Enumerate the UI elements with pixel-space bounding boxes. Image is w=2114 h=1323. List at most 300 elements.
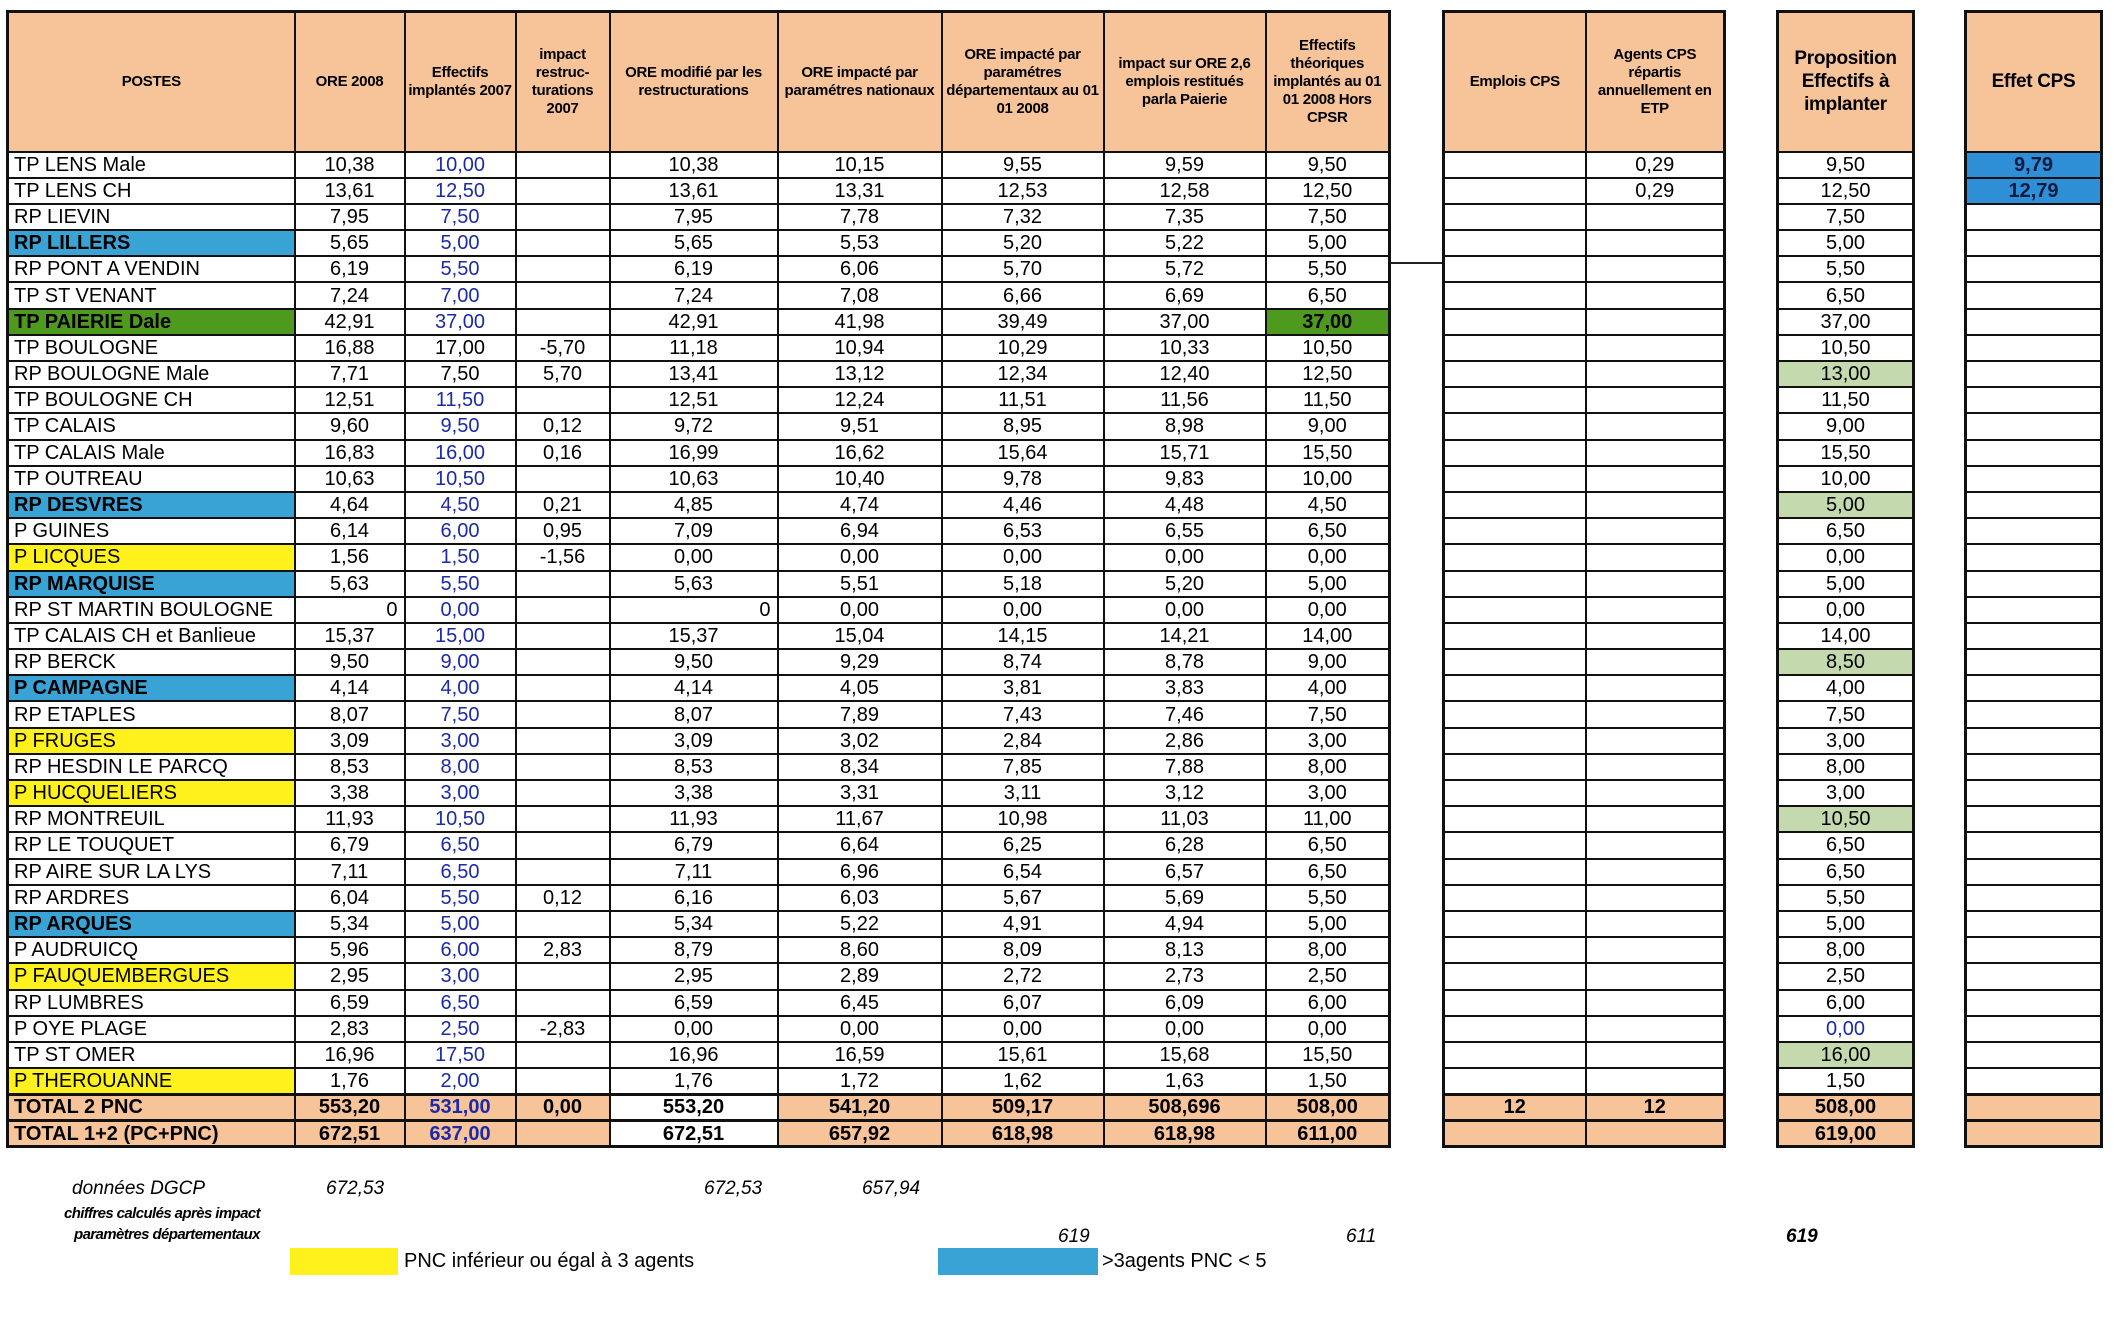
effectifs-2007-total-cell[interactable]: 531,00 bbox=[405, 1094, 516, 1120]
ore-2008-cell[interactable]: 7,24 bbox=[295, 282, 405, 308]
ore-modifie-cell[interactable]: 8,53 bbox=[610, 754, 778, 780]
impact-restructurations-cell[interactable]: 0,21 bbox=[516, 492, 610, 518]
impact-restructurations-cell[interactable] bbox=[516, 230, 610, 256]
emplois-cps-cell[interactable] bbox=[1444, 963, 1586, 989]
ore-2008-cell[interactable]: 0 bbox=[295, 597, 405, 623]
effectifs-theoriques-cell[interactable]: 8,00 bbox=[1266, 937, 1390, 963]
impact-paierie-cell[interactable]: 3,12 bbox=[1104, 780, 1266, 806]
ore-modifie-cell[interactable]: 16,99 bbox=[610, 440, 778, 466]
ore-modifie-cell[interactable]: 6,16 bbox=[610, 885, 778, 911]
impact-restructurations-cell[interactable] bbox=[516, 675, 610, 701]
agents-cps-cell[interactable] bbox=[1586, 571, 1725, 597]
agents-cps-cell[interactable] bbox=[1586, 1042, 1725, 1068]
poste-name-cell[interactable]: RP LILLERS bbox=[8, 230, 295, 256]
emplois-cps-cell[interactable] bbox=[1444, 806, 1586, 832]
ore-nationaux-cell[interactable]: 0,00 bbox=[778, 597, 942, 623]
impact-paierie-cell[interactable]: 9,59 bbox=[1104, 152, 1266, 178]
ore-departementaux-cell[interactable]: 8,74 bbox=[942, 649, 1104, 675]
emplois-cps-cell[interactable] bbox=[1444, 859, 1586, 885]
proposition-cell[interactable]: 5,50 bbox=[1778, 256, 1914, 282]
impact-restructurations-cell[interactable] bbox=[516, 963, 610, 989]
proposition-cell[interactable]: 8,00 bbox=[1778, 754, 1914, 780]
impact-paierie-cell[interactable]: 10,33 bbox=[1104, 335, 1266, 361]
impact-restructurations-cell[interactable]: 0,95 bbox=[516, 518, 610, 544]
ore-modifie-cell[interactable]: 8,07 bbox=[610, 701, 778, 727]
proposition-cell[interactable]: 5,00 bbox=[1778, 571, 1914, 597]
ore-departementaux-cell[interactable]: 8,09 bbox=[942, 937, 1104, 963]
poste-name-cell[interactable]: P HUCQUELIERS bbox=[8, 780, 295, 806]
ore-departementaux-cell[interactable]: 0,00 bbox=[942, 1016, 1104, 1042]
impact-paierie-cell[interactable]: 5,69 bbox=[1104, 885, 1266, 911]
effet-cps-cell[interactable] bbox=[1966, 492, 2102, 518]
agents-cps-cell[interactable] bbox=[1586, 597, 1725, 623]
effectifs-2007-cell[interactable]: 6,50 bbox=[405, 832, 516, 858]
impact-paierie-cell[interactable]: 2,73 bbox=[1104, 963, 1266, 989]
effectifs-theoriques-cell[interactable]: 1,50 bbox=[1266, 1068, 1390, 1094]
impact-restructurations-cell[interactable] bbox=[516, 911, 610, 937]
effectifs-2007-cell[interactable]: 17,50 bbox=[405, 1042, 516, 1068]
impact-paierie-cell[interactable]: 6,55 bbox=[1104, 518, 1266, 544]
effectifs-2007-cell[interactable]: 9,00 bbox=[405, 649, 516, 675]
impact-paierie-total-cell[interactable]: 508,696 bbox=[1104, 1094, 1266, 1120]
impact-paierie-cell[interactable]: 6,28 bbox=[1104, 832, 1266, 858]
ore-departementaux-cell[interactable]: 0,00 bbox=[942, 597, 1104, 623]
agents-cps-cell[interactable] bbox=[1586, 911, 1725, 937]
impact-paierie-cell[interactable]: 4,48 bbox=[1104, 492, 1266, 518]
impact-restructurations-cell[interactable]: -1,56 bbox=[516, 544, 610, 570]
ore-2008-cell[interactable]: 6,04 bbox=[295, 885, 405, 911]
ore-2008-cell[interactable]: 3,09 bbox=[295, 728, 405, 754]
effectifs-theoriques-cell[interactable]: 9,00 bbox=[1266, 649, 1390, 675]
effectifs-theoriques-cell[interactable]: 2,50 bbox=[1266, 963, 1390, 989]
ore-nationaux-cell[interactable]: 6,06 bbox=[778, 256, 942, 282]
impact-restructurations-cell[interactable] bbox=[516, 1042, 610, 1068]
ore-modifie-cell[interactable]: 0,00 bbox=[610, 544, 778, 570]
effectifs-theoriques-cell[interactable]: 4,50 bbox=[1266, 492, 1390, 518]
ore-nationaux-cell[interactable]: 6,94 bbox=[778, 518, 942, 544]
impact-paierie-cell[interactable]: 6,69 bbox=[1104, 282, 1266, 308]
effectifs-theoriques-cell[interactable]: 6,50 bbox=[1266, 282, 1390, 308]
agents-cps-cell[interactable] bbox=[1586, 440, 1725, 466]
emplois-cps-cell[interactable] bbox=[1444, 1042, 1586, 1068]
effet-cps-cell[interactable] bbox=[1966, 937, 2102, 963]
effet-cps-cell[interactable] bbox=[1966, 571, 2102, 597]
emplois-cps-cell[interactable] bbox=[1444, 256, 1586, 282]
effectifs-2007-cell[interactable]: 12,50 bbox=[405, 178, 516, 204]
ore-nationaux-cell[interactable]: 3,02 bbox=[778, 728, 942, 754]
agents-cps-cell[interactable] bbox=[1586, 256, 1725, 282]
effet-cps-cell[interactable] bbox=[1966, 885, 2102, 911]
ore-nationaux-cell[interactable]: 4,05 bbox=[778, 675, 942, 701]
effet-cps-cell[interactable] bbox=[1966, 754, 2102, 780]
impact-paierie-cell[interactable]: 37,00 bbox=[1104, 309, 1266, 335]
proposition-cell[interactable]: 3,00 bbox=[1778, 780, 1914, 806]
effectifs-2007-cell[interactable]: 9,50 bbox=[405, 413, 516, 439]
poste-name-cell[interactable]: RP AIRE SUR LA LYS bbox=[8, 859, 295, 885]
proposition-cell[interactable]: 11,50 bbox=[1778, 387, 1914, 413]
emplois-cps-cell[interactable] bbox=[1444, 309, 1586, 335]
ore-modifie-cell[interactable]: 0,00 bbox=[610, 1016, 778, 1042]
impact-paierie-cell[interactable]: 5,22 bbox=[1104, 230, 1266, 256]
ore-nationaux-cell[interactable]: 7,08 bbox=[778, 282, 942, 308]
impact-paierie-cell[interactable]: 3,83 bbox=[1104, 675, 1266, 701]
ore-departementaux-cell[interactable]: 6,25 bbox=[942, 832, 1104, 858]
effectifs-theoriques-cell[interactable]: 10,00 bbox=[1266, 466, 1390, 492]
proposition-cell[interactable]: 37,00 bbox=[1778, 309, 1914, 335]
emplois-cps-cell[interactable] bbox=[1444, 937, 1586, 963]
agents-cps-cell[interactable] bbox=[1586, 859, 1725, 885]
ore-modifie-cell[interactable]: 10,63 bbox=[610, 466, 778, 492]
ore-departementaux-cell[interactable]: 1,62 bbox=[942, 1068, 1104, 1094]
proposition-cell[interactable]: 6,50 bbox=[1778, 282, 1914, 308]
agents-cps-cell[interactable] bbox=[1586, 335, 1725, 361]
impact-restructurations-cell[interactable]: 0,12 bbox=[516, 885, 610, 911]
proposition-cell[interactable]: 13,00 bbox=[1778, 361, 1914, 387]
emplois-cps-cell[interactable] bbox=[1444, 1016, 1586, 1042]
effectifs-2007-total-cell[interactable]: 637,00 bbox=[405, 1120, 516, 1146]
poste-name-cell[interactable]: RP DESVRES bbox=[8, 492, 295, 518]
effet-cps-cell[interactable] bbox=[1966, 963, 2102, 989]
impact-paierie-cell[interactable]: 12,58 bbox=[1104, 178, 1266, 204]
ore-nationaux-total-cell[interactable]: 541,20 bbox=[778, 1094, 942, 1120]
ore-modifie-cell[interactable]: 0 bbox=[610, 597, 778, 623]
effet-cps-cell[interactable] bbox=[1966, 780, 2102, 806]
ore-nationaux-cell[interactable]: 5,22 bbox=[778, 911, 942, 937]
agents-cps-cell[interactable] bbox=[1586, 649, 1725, 675]
poste-name-cell[interactable]: P AUDRUICQ bbox=[8, 937, 295, 963]
emplois-cps-cell[interactable] bbox=[1444, 728, 1586, 754]
effectifs-2007-cell[interactable]: 7,50 bbox=[405, 361, 516, 387]
agents-cps-cell[interactable] bbox=[1586, 937, 1725, 963]
impact-paierie-cell[interactable]: 12,40 bbox=[1104, 361, 1266, 387]
effet-cps-cell[interactable] bbox=[1966, 230, 2102, 256]
ore-2008-cell[interactable]: 5,65 bbox=[295, 230, 405, 256]
effet-cps-cell[interactable] bbox=[1966, 518, 2102, 544]
impact-restructurations-cell[interactable] bbox=[516, 623, 610, 649]
proposition-cell[interactable]: 7,50 bbox=[1778, 204, 1914, 230]
ore-modifie-cell[interactable]: 6,79 bbox=[610, 832, 778, 858]
ore-departementaux-cell[interactable]: 14,15 bbox=[942, 623, 1104, 649]
emplois-cps-cell[interactable] bbox=[1444, 649, 1586, 675]
ore-departementaux-cell[interactable]: 5,70 bbox=[942, 256, 1104, 282]
agents-cps-cell[interactable] bbox=[1586, 387, 1725, 413]
impact-restructurations-cell[interactable] bbox=[516, 204, 610, 230]
emplois-cps-cell[interactable] bbox=[1444, 571, 1586, 597]
effectifs-theoriques-cell[interactable]: 6,50 bbox=[1266, 832, 1390, 858]
ore-departementaux-cell[interactable]: 15,61 bbox=[942, 1042, 1104, 1068]
impact-restructurations-cell[interactable] bbox=[516, 806, 610, 832]
effectifs-2007-cell[interactable]: 5,00 bbox=[405, 911, 516, 937]
effectifs-2007-cell[interactable]: 10,00 bbox=[405, 152, 516, 178]
effectifs-theoriques-cell[interactable]: 10,50 bbox=[1266, 335, 1390, 361]
effet-cps-cell[interactable] bbox=[1966, 806, 2102, 832]
effectifs-theoriques-cell[interactable]: 5,00 bbox=[1266, 571, 1390, 597]
impact-restructurations-cell[interactable] bbox=[516, 832, 610, 858]
effectifs-theoriques-cell[interactable]: 12,50 bbox=[1266, 178, 1390, 204]
agents-cps-cell[interactable] bbox=[1586, 832, 1725, 858]
effectifs-theoriques-cell[interactable]: 5,50 bbox=[1266, 256, 1390, 282]
effectifs-2007-cell[interactable]: 11,50 bbox=[405, 387, 516, 413]
impact-restructurations-cell[interactable]: 2,83 bbox=[516, 937, 610, 963]
proposition-cell[interactable]: 5,50 bbox=[1778, 885, 1914, 911]
impact-paierie-cell[interactable]: 11,03 bbox=[1104, 806, 1266, 832]
poste-name-cell[interactable]: TP OUTREAU bbox=[8, 466, 295, 492]
ore-modifie-cell[interactable]: 4,14 bbox=[610, 675, 778, 701]
effectifs-2007-cell[interactable]: 4,00 bbox=[405, 675, 516, 701]
ore-2008-cell[interactable]: 13,61 bbox=[295, 178, 405, 204]
impact-paierie-cell[interactable]: 4,94 bbox=[1104, 911, 1266, 937]
emplois-cps-cell[interactable] bbox=[1444, 754, 1586, 780]
ore-2008-cell[interactable]: 1,56 bbox=[295, 544, 405, 570]
ore-2008-cell[interactable]: 8,07 bbox=[295, 701, 405, 727]
impact-restructurations-cell[interactable] bbox=[516, 282, 610, 308]
agents-cps-cell[interactable] bbox=[1586, 518, 1725, 544]
poste-name-cell[interactable]: P LICQUES bbox=[8, 544, 295, 570]
impact-restructurations-cell[interactable] bbox=[516, 178, 610, 204]
ore-nationaux-cell[interactable]: 4,74 bbox=[778, 492, 942, 518]
ore-departementaux-cell[interactable]: 10,98 bbox=[942, 806, 1104, 832]
emplois-cps-cell[interactable] bbox=[1444, 492, 1586, 518]
effet-cps-cell[interactable] bbox=[1966, 544, 2102, 570]
effectifs-theoriques-cell[interactable]: 0,00 bbox=[1266, 544, 1390, 570]
effectifs-theoriques-cell[interactable]: 6,50 bbox=[1266, 518, 1390, 544]
ore-2008-cell[interactable]: 9,50 bbox=[295, 649, 405, 675]
effet-cps-cell[interactable] bbox=[1966, 361, 2102, 387]
ore-departementaux-cell[interactable]: 2,72 bbox=[942, 963, 1104, 989]
ore-nationaux-total-cell[interactable]: 657,92 bbox=[778, 1120, 942, 1146]
impact-paierie-total-cell[interactable]: 618,98 bbox=[1104, 1120, 1266, 1146]
agents-cps-cell[interactable] bbox=[1586, 413, 1725, 439]
proposition-cell[interactable]: 6,50 bbox=[1778, 832, 1914, 858]
effectifs-2007-cell[interactable]: 7,00 bbox=[405, 282, 516, 308]
agents-cps-cell[interactable] bbox=[1586, 204, 1725, 230]
impact-paierie-cell[interactable]: 7,88 bbox=[1104, 754, 1266, 780]
effectifs-2007-cell[interactable]: 6,00 bbox=[405, 518, 516, 544]
agents-cps-cell[interactable] bbox=[1586, 492, 1725, 518]
ore-nationaux-cell[interactable]: 0,00 bbox=[778, 544, 942, 570]
proposition-cell[interactable]: 6,00 bbox=[1778, 990, 1914, 1016]
proposition-cell[interactable]: 6,50 bbox=[1778, 518, 1914, 544]
poste-name-cell[interactable]: TP CALAIS bbox=[8, 413, 295, 439]
impact-paierie-cell[interactable]: 8,98 bbox=[1104, 413, 1266, 439]
emplois-cps-cell[interactable] bbox=[1444, 623, 1586, 649]
emplois-cps-cell[interactable] bbox=[1444, 911, 1586, 937]
proposition-cell[interactable]: 10,50 bbox=[1778, 806, 1914, 832]
ore-2008-cell[interactable]: 4,64 bbox=[295, 492, 405, 518]
ore-nationaux-cell[interactable]: 10,94 bbox=[778, 335, 942, 361]
effectifs-theoriques-cell[interactable]: 3,00 bbox=[1266, 728, 1390, 754]
ore-2008-cell[interactable]: 9,60 bbox=[295, 413, 405, 439]
ore-departementaux-cell[interactable]: 8,95 bbox=[942, 413, 1104, 439]
ore-departementaux-cell[interactable]: 5,67 bbox=[942, 885, 1104, 911]
ore-modifie-cell[interactable]: 9,50 bbox=[610, 649, 778, 675]
impact-restructurations-cell[interactable] bbox=[516, 1068, 610, 1094]
agents-cps-cell[interactable]: 0,29 bbox=[1586, 178, 1725, 204]
ore-modifie-cell[interactable]: 5,34 bbox=[610, 911, 778, 937]
ore-2008-cell[interactable]: 7,11 bbox=[295, 859, 405, 885]
poste-name-cell[interactable]: RP LE TOUQUET bbox=[8, 832, 295, 858]
effectifs-theoriques-cell[interactable]: 0,00 bbox=[1266, 1016, 1390, 1042]
ore-departementaux-cell[interactable]: 9,55 bbox=[942, 152, 1104, 178]
poste-name-cell[interactable]: RP ARDRES bbox=[8, 885, 295, 911]
ore-nationaux-cell[interactable]: 0,00 bbox=[778, 1016, 942, 1042]
impact-paierie-cell[interactable]: 14,21 bbox=[1104, 623, 1266, 649]
effet-cps-cell[interactable] bbox=[1966, 675, 2102, 701]
agents-cps-cell[interactable] bbox=[1586, 1016, 1725, 1042]
ore-2008-cell[interactable]: 5,96 bbox=[295, 937, 405, 963]
poste-name-cell[interactable]: P FRUGES bbox=[8, 728, 295, 754]
ore-departementaux-cell[interactable]: 5,18 bbox=[942, 571, 1104, 597]
ore-departementaux-cell[interactable]: 2,84 bbox=[942, 728, 1104, 754]
effectifs-theoriques-cell[interactable]: 7,50 bbox=[1266, 701, 1390, 727]
ore-departementaux-cell[interactable]: 7,43 bbox=[942, 701, 1104, 727]
proposition-cell[interactable]: 5,00 bbox=[1778, 230, 1914, 256]
ore-2008-total-cell[interactable]: 553,20 bbox=[295, 1094, 405, 1120]
poste-name-cell[interactable]: RP ARQUES bbox=[8, 911, 295, 937]
ore-nationaux-cell[interactable]: 7,78 bbox=[778, 204, 942, 230]
emplois-cps-cell[interactable] bbox=[1444, 675, 1586, 701]
impact-restructurations-cell[interactable] bbox=[516, 571, 610, 597]
poste-name-total-cell[interactable]: TOTAL 1+2 (PC+PNC) bbox=[8, 1120, 295, 1146]
proposition-cell[interactable]: 8,50 bbox=[1778, 649, 1914, 675]
ore-2008-cell[interactable]: 1,76 bbox=[295, 1068, 405, 1094]
effectifs-2007-cell[interactable]: 2,50 bbox=[405, 1016, 516, 1042]
poste-name-cell[interactable]: RP ST MARTIN BOULOGNE bbox=[8, 597, 295, 623]
agents-cps-cell[interactable] bbox=[1586, 309, 1725, 335]
agents-cps-cell[interactable] bbox=[1586, 728, 1725, 754]
effectifs-2007-cell[interactable]: 6,00 bbox=[405, 937, 516, 963]
ore-nationaux-cell[interactable]: 5,51 bbox=[778, 571, 942, 597]
poste-name-cell[interactable]: P GUINES bbox=[8, 518, 295, 544]
ore-modifie-cell[interactable]: 8,79 bbox=[610, 937, 778, 963]
ore-nationaux-cell[interactable]: 10,40 bbox=[778, 466, 942, 492]
emplois-cps-cell[interactable] bbox=[1444, 544, 1586, 570]
effectifs-2007-cell[interactable]: 37,00 bbox=[405, 309, 516, 335]
proposition-cell[interactable]: 4,00 bbox=[1778, 675, 1914, 701]
effectifs-2007-cell[interactable]: 6,50 bbox=[405, 990, 516, 1016]
effectifs-theoriques-cell[interactable]: 11,50 bbox=[1266, 387, 1390, 413]
ore-departementaux-total-cell[interactable]: 509,17 bbox=[942, 1094, 1104, 1120]
ore-nationaux-cell[interactable]: 11,67 bbox=[778, 806, 942, 832]
proposition-cell[interactable]: 1,50 bbox=[1778, 1068, 1914, 1094]
effet-cps-cell[interactable] bbox=[1966, 1068, 2102, 1094]
poste-name-cell[interactable]: RP BOULOGNE Male bbox=[8, 361, 295, 387]
effet-cps-cell[interactable] bbox=[1966, 309, 2102, 335]
impact-restructurations-cell[interactable] bbox=[516, 309, 610, 335]
effectifs-theoriques-cell[interactable]: 15,50 bbox=[1266, 1042, 1390, 1068]
ore-2008-cell[interactable]: 3,38 bbox=[295, 780, 405, 806]
proposition-cell[interactable]: 14,00 bbox=[1778, 623, 1914, 649]
ore-nationaux-cell[interactable]: 16,62 bbox=[778, 440, 942, 466]
poste-name-cell[interactable]: TP ST VENANT bbox=[8, 282, 295, 308]
impact-restructurations-cell[interactable] bbox=[516, 728, 610, 754]
ore-departementaux-cell[interactable]: 3,81 bbox=[942, 675, 1104, 701]
emplois-cps-cell[interactable] bbox=[1444, 701, 1586, 727]
ore-departementaux-cell[interactable]: 6,07 bbox=[942, 990, 1104, 1016]
ore-modifie-cell[interactable]: 3,09 bbox=[610, 728, 778, 754]
effectifs-2007-cell[interactable]: 3,00 bbox=[405, 780, 516, 806]
ore-nationaux-cell[interactable]: 10,15 bbox=[778, 152, 942, 178]
poste-name-cell[interactable]: RP PONT A VENDIN bbox=[8, 256, 295, 282]
impact-paierie-cell[interactable]: 8,13 bbox=[1104, 937, 1266, 963]
agents-cps-cell[interactable] bbox=[1586, 230, 1725, 256]
emplois-cps-cell[interactable] bbox=[1444, 780, 1586, 806]
ore-2008-cell[interactable]: 6,79 bbox=[295, 832, 405, 858]
impact-restructurations-cell[interactable] bbox=[516, 256, 610, 282]
effectifs-2007-cell[interactable]: 3,00 bbox=[405, 728, 516, 754]
ore-departementaux-cell[interactable]: 10,29 bbox=[942, 335, 1104, 361]
ore-nationaux-cell[interactable]: 6,03 bbox=[778, 885, 942, 911]
proposition-cell[interactable]: 9,50 bbox=[1778, 152, 1914, 178]
proposition-cell[interactable]: 0,00 bbox=[1778, 544, 1914, 570]
ore-2008-total-cell[interactable]: 672,51 bbox=[295, 1120, 405, 1146]
ore-departementaux-cell[interactable]: 0,00 bbox=[942, 544, 1104, 570]
effectifs-2007-cell[interactable]: 5,50 bbox=[405, 571, 516, 597]
proposition-cell[interactable]: 10,00 bbox=[1778, 466, 1914, 492]
ore-nationaux-cell[interactable]: 6,45 bbox=[778, 990, 942, 1016]
proposition-cell[interactable]: 10,50 bbox=[1778, 335, 1914, 361]
effectifs-theoriques-total-cell[interactable]: 611,00 bbox=[1266, 1120, 1390, 1146]
ore-departementaux-cell[interactable]: 12,34 bbox=[942, 361, 1104, 387]
impact-restructurations-cell[interactable] bbox=[516, 597, 610, 623]
impact-paierie-cell[interactable]: 7,35 bbox=[1104, 204, 1266, 230]
ore-modifie-cell[interactable]: 10,38 bbox=[610, 152, 778, 178]
effet-cps-cell[interactable] bbox=[1966, 832, 2102, 858]
impact-restructurations-cell[interactable] bbox=[516, 649, 610, 675]
ore-departementaux-cell[interactable]: 7,32 bbox=[942, 204, 1104, 230]
poste-name-cell[interactable]: RP HESDIN LE PARCQ bbox=[8, 754, 295, 780]
agents-cps-cell[interactable] bbox=[1586, 623, 1725, 649]
impact-paierie-cell[interactable]: 9,83 bbox=[1104, 466, 1266, 492]
ore-2008-cell[interactable]: 12,51 bbox=[295, 387, 405, 413]
poste-name-cell[interactable]: TP BOULOGNE CH bbox=[8, 387, 295, 413]
ore-modifie-cell[interactable]: 13,61 bbox=[610, 178, 778, 204]
emplois-cps-cell[interactable] bbox=[1444, 413, 1586, 439]
effet-cps-cell[interactable] bbox=[1966, 597, 2102, 623]
impact-paierie-cell[interactable]: 15,68 bbox=[1104, 1042, 1266, 1068]
ore-2008-cell[interactable]: 5,34 bbox=[295, 911, 405, 937]
poste-name-total-cell[interactable]: TOTAL 2 PNC bbox=[8, 1094, 295, 1120]
poste-name-cell[interactable]: P FAUQUEMBERGUES bbox=[8, 963, 295, 989]
poste-name-cell[interactable]: P THEROUANNE bbox=[8, 1068, 295, 1094]
ore-departementaux-cell[interactable]: 9,78 bbox=[942, 466, 1104, 492]
emplois-cps-cell[interactable] bbox=[1444, 361, 1586, 387]
effectifs-2007-cell[interactable]: 10,50 bbox=[405, 466, 516, 492]
effectifs-2007-cell[interactable]: 7,50 bbox=[405, 204, 516, 230]
agents-cps-cell[interactable] bbox=[1586, 780, 1725, 806]
effectifs-theoriques-cell[interactable]: 6,50 bbox=[1266, 859, 1390, 885]
ore-departementaux-cell[interactable]: 39,49 bbox=[942, 309, 1104, 335]
agents-cps-cell[interactable] bbox=[1586, 282, 1725, 308]
poste-name-cell[interactable]: P OYE PLAGE bbox=[8, 1016, 295, 1042]
ore-modifie-cell[interactable]: 15,37 bbox=[610, 623, 778, 649]
effectifs-2007-cell[interactable]: 6,50 bbox=[405, 859, 516, 885]
proposition-total-cell[interactable]: 619,00 bbox=[1778, 1120, 1914, 1146]
effectifs-theoriques-total-cell[interactable]: 508,00 bbox=[1266, 1094, 1390, 1120]
poste-name-cell[interactable]: TP CALAIS Male bbox=[8, 440, 295, 466]
impact-restructurations-total-cell[interactable] bbox=[516, 1120, 610, 1146]
ore-modifie-cell[interactable]: 2,95 bbox=[610, 963, 778, 989]
agents-cps-total-cell[interactable] bbox=[1586, 1120, 1725, 1146]
effectifs-theoriques-cell[interactable]: 11,00 bbox=[1266, 806, 1390, 832]
effet-cps-cell[interactable] bbox=[1966, 204, 2102, 230]
ore-modifie-cell[interactable]: 7,24 bbox=[610, 282, 778, 308]
effectifs-2007-cell[interactable]: 1,50 bbox=[405, 544, 516, 570]
ore-departementaux-total-cell[interactable]: 618,98 bbox=[942, 1120, 1104, 1146]
proposition-total-cell[interactable]: 508,00 bbox=[1778, 1094, 1914, 1120]
emplois-cps-cell[interactable] bbox=[1444, 230, 1586, 256]
ore-nationaux-cell[interactable]: 16,59 bbox=[778, 1042, 942, 1068]
